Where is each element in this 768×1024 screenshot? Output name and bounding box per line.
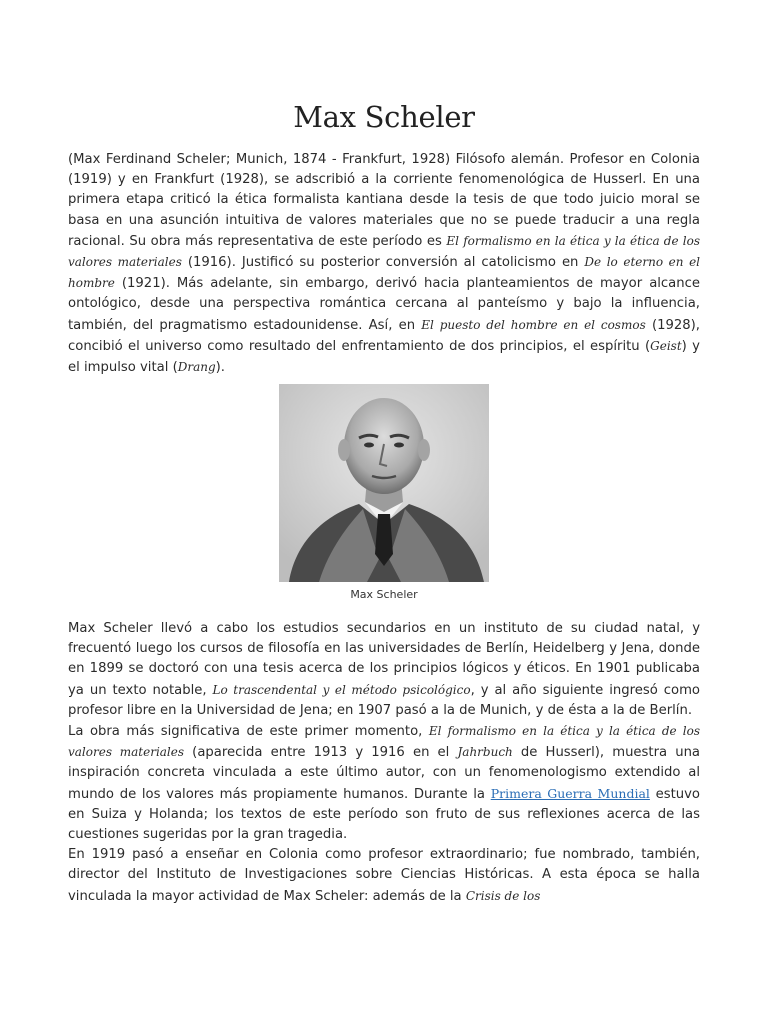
work-title: El formalismo en la ética y la ética de los valores materiales [68, 233, 701, 270]
bio-text: (aparecida entre 1913 y 1916 en el [184, 745, 458, 761]
bio-text: de Husserl), muestra una inspiración concreta vinculada a este último autor, con un fenomenologismo extendido al mundo de los valores más propiamente humanos. Durante la [68, 745, 701, 802]
work-title: Jahrbuch [457, 745, 513, 760]
intro-text: ) y el impulso vital ( [68, 338, 700, 376]
portrait-photo [279, 384, 489, 582]
work-title: El puesto del hombre en el cosmos [421, 317, 646, 332]
work-title: De lo eterno en el hombre [68, 255, 701, 291]
bio-text: Max Scheler llevó a cabo los estudios secundarios en un instituto de su ciudad natal, y frecuentó luego los cursos de filosofía en las universidades de Berlín, Heidelberg y Jena, donde en 1899 se doctoró con una tesis acerca de los principios lógicos y éticos. En 1901 publicaba ya un texto notable, [68, 621, 700, 698]
intro-text: (1928), concibió el universo como resultado del enfrentamiento de dos principios, el espíritu ( [68, 317, 700, 354]
photo-caption: Max Scheler [350, 588, 418, 601]
intro-text: ). [215, 360, 225, 376]
intro-text: (1916). Justificó su posterior conversión al catolicismo en [181, 255, 585, 271]
bio-text: En 1919 pasó a enseñar en Colonia como profesor extraordinario; fue nombrado, también, director del Instituto de Investigaciones sobre Ciencias Históricas. A esta época se halla vinculada la mayor actividad de Max Scheler: además de la [68, 847, 700, 904]
page-title: Max Scheler [293, 100, 475, 134]
intro-text: (1921). Más adelante, sin embargo, derivó hacia planteamientos de mayor alcance ontológico, desde una perspectiva romántica cercana al panteísmo y bajo la influencia, también, del pragmatismo estadounidense. Así, en [68, 276, 700, 333]
biography-paragraph [68, 619, 700, 907]
portrait-image [279, 384, 489, 582]
bio-text: estuvo en Suiza y Holanda; los textos de este período son fruto de sus reflexiones acerca de las cuestiones sugeridas por la gran tragedia. [68, 786, 700, 843]
bio-text: , y al año siguiente ingresó como profesor libre en la Universidad de Jena; en 1907 pasó a la de Munich, y de ésta a la de Berlín. [68, 682, 700, 718]
term-geist: Geist [650, 338, 682, 353]
intro-text: (Max Ferdinand Scheler; Munich, 1874 - Frankfurt, 1928) Filósofo alemán. Profesor en Colonia (1919) y en Frankfurt (1928), se adscribió a la corriente fenomenológica de Husserl. En una primera etapa criticó la ética formalista kantiana desde la tesis de que todo juicio moral se basa en una asunción intuitiva de valores materiales que no se puede traducir a una regla racional. Su obra más representativa de este período es [68, 152, 700, 249]
work-title: Crisis de los [465, 888, 541, 903]
bio-text: La obra más significativa de este primer momento, [68, 724, 429, 740]
work-title: Lo trascendental y el método psicológico [212, 682, 471, 697]
intro-paragraph [68, 150, 700, 378]
term-drang: Drang [177, 360, 216, 375]
work-title: El formalismo en la ética y la ética de los valores materiales [68, 724, 700, 760]
primera-guerra-mundial-link[interactable]: Primera Guerra Mundial [490, 785, 650, 801]
